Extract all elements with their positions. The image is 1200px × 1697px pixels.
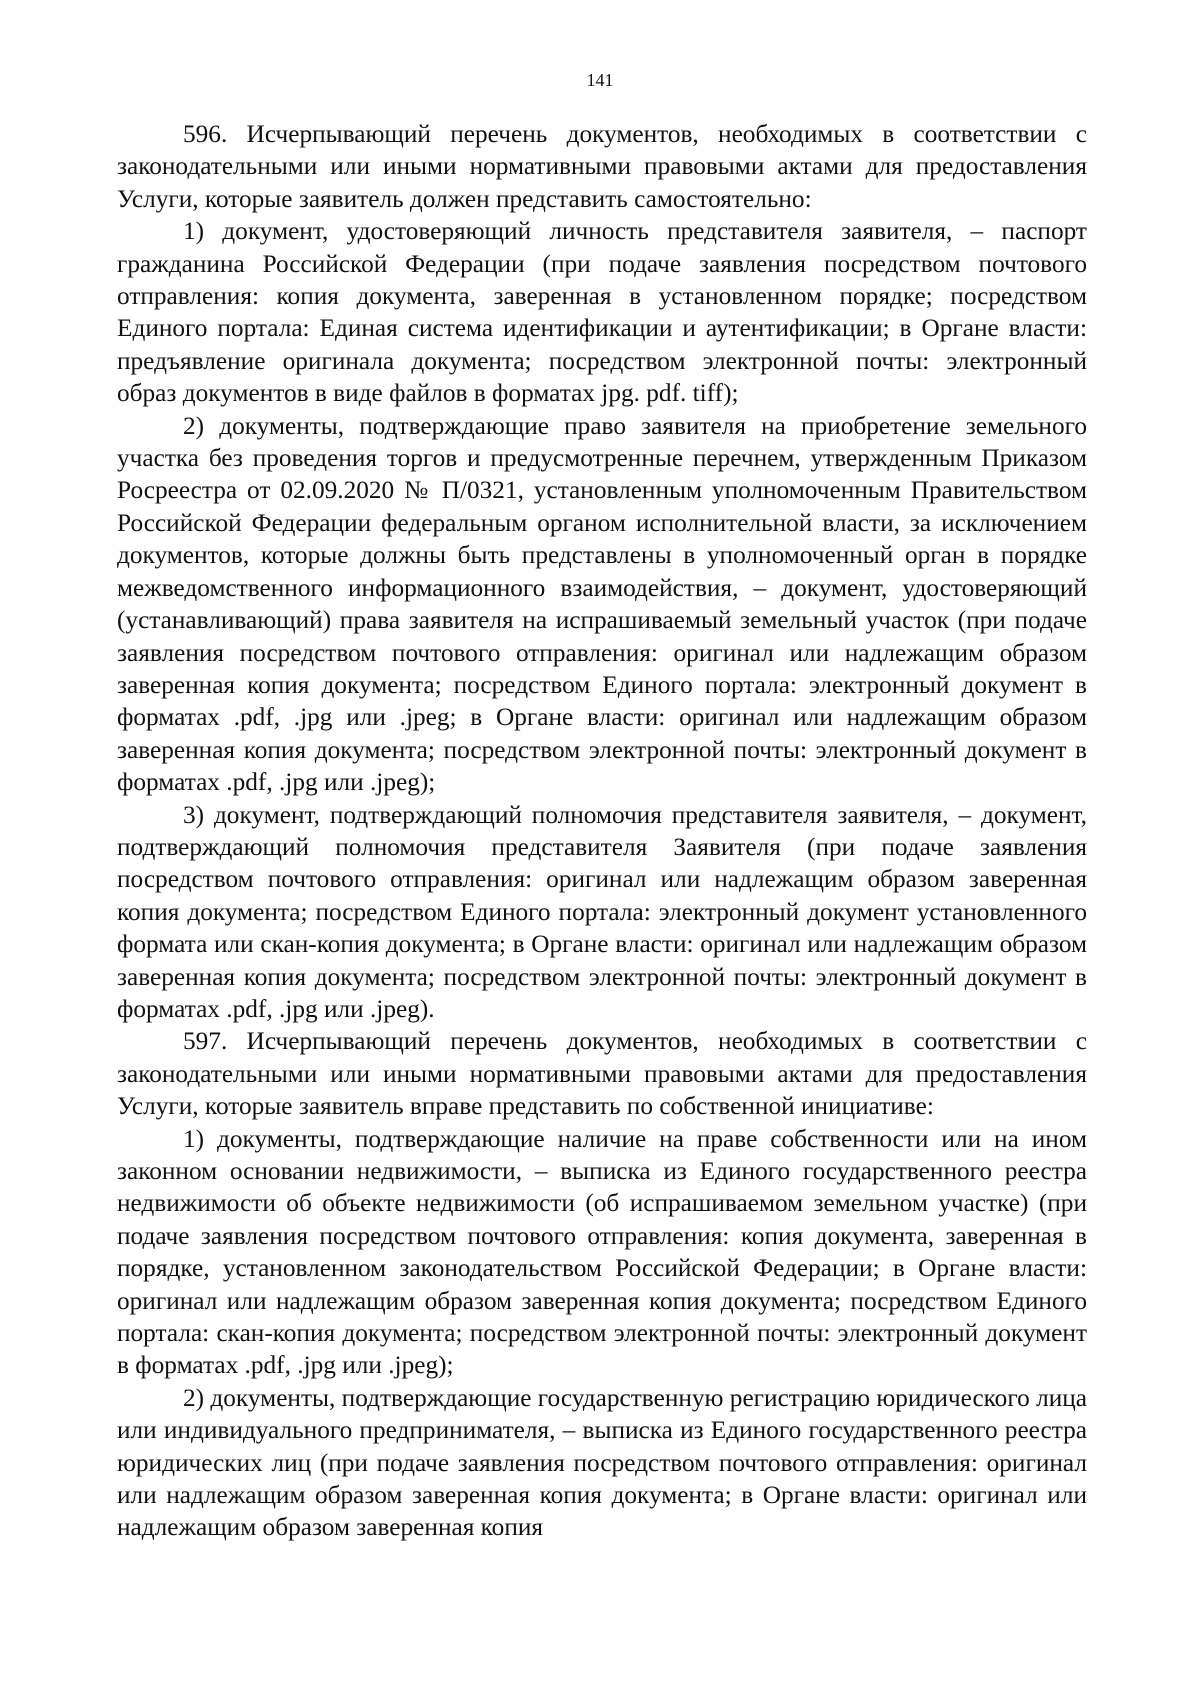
document-body: [117, 118, 1087, 1544]
paragraph-597-item-1: 1) документы, подтверждающие наличие на праве собственности или на ином законном основании недвижимости, – выписка из Единого государственного реестра недвижимости об объекте недвижимости (об испрашиваемом земельном участке) (при подаче заявления посредством почтового отправления: копия документа, заверенная в порядке, установленном законодательством Российской Федерации; в Органе власти: оригинал или надлежащим образом заверенная копия документа; посредством Единого портала: скан-копия документа; посредством электронной почты: электронный документ в форматах .pdf, .jpg или .jpeg);: [117, 1124, 1087, 1380]
paragraph-597-item-2: 2) документы, подтверждающие государственную регистрацию юридического лица или индивидуального предпринимателя, – выписка из Единого государственного реестра юридических лиц (при подаче заявления посредством почтового отправления: оригинал или надлежащим образом заверенная копия документа; в Органе власти: оригинал или надлежащим образом заверенная копия: [117, 1383, 1087, 1542]
paragraph-596-item-2: 2) документы, подтверждающие право заявителя на приобретение земельного участка без проведения торгов и предусмотренные перечнем, утвержденным Приказом Росреестра от 02.09.2020 № П/0321, установленным уполномоченным Правительством Российской Федерации федеральным органом исполнительной власти, за исключением документов, которые должны быть представлены в уполномоченный орган в порядке межведомственного информационного взаимодействия, – документ, удостоверяющий (устанавливающий) права заявителя на испрашиваемый земельный участок (при подаче заявления посредством почтового отправления: оригинал или надлежащим образом заверенная копия документа; посредством Единого портала: электронный документ в форматах .pdf, .jpg или .jpeg; в Органе власти: оригинал или надлежащим образом заверенная копия документа; посредством электронной почты: электронный документ в форматах .pdf, .jpg или .jpeg);: [117, 411, 1087, 797]
paragraph-596: 596. Исчерпывающий перечень документов, необходимых в соответствии с законодательными или иными нормативными правовыми актами для предоставления Услуги, которые заявитель должен представить самостоятельно:: [117, 120, 1087, 213]
page-number: 141: [586, 70, 614, 90]
paragraph-596-item-3: 3) документ, подтверждающий полномочия представителя заявителя, – документ, подтверждающий полномочия представителя Заявителя (при подаче заявления посредством почтового отправления: оригинал или надлежащим образом заверенная копия документа; посредством Единого портала: электронный документ установленного формата или скан-копия документа; в Органе власти: оригинал или надлежащим образом заверенная копия документа; посредством электронной почты: электронный документ в форматах .pdf, .jpg или .jpeg).: [117, 800, 1087, 1023]
paragraph-596-item-1: 1) документ, удостоверяющий личность представителя заявителя, – паспорт гражданина Российской Федерации (при подаче заявления посредством почтового отправления: копия документа, заверенная в установленном порядке; посредством Единого портала: Единая система идентификации и аутентификации; в Органе власти: предъявление оригинала документа; посредством электронной почты: электронный образ документов в виде файлов в форматах jpg. pdf. tiff);: [117, 217, 1087, 408]
paragraph-597: 597. Исчерпывающий перечень документов, необходимых в соответствии с законодательными или иными нормативными правовыми актами для предоставления Услуги, которые заявитель вправе представить по собственной инициативе:: [117, 1027, 1087, 1121]
